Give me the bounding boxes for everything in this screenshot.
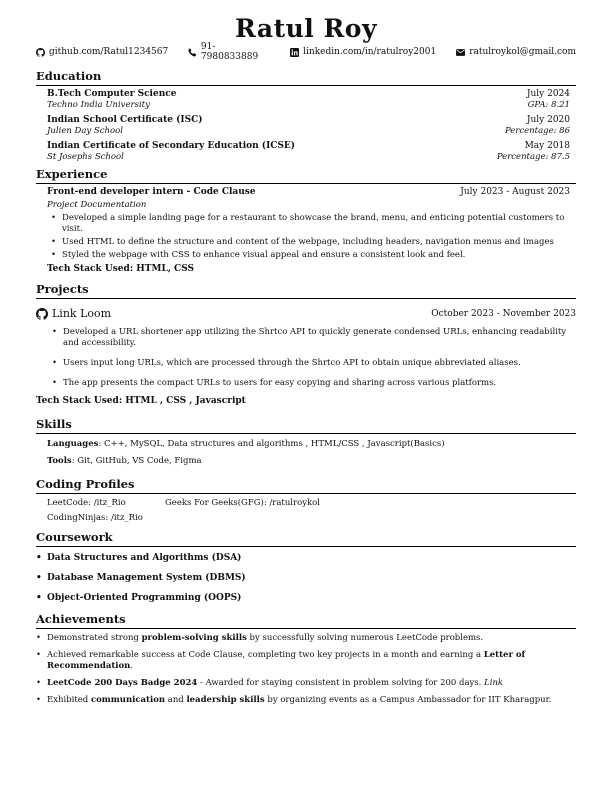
skills-title: Skills (36, 417, 576, 434)
coursework-title: Coursework (36, 530, 576, 547)
achievements-title: Achievements (36, 612, 576, 629)
project-date: October 2023 - November 2023 (431, 309, 576, 319)
exp-tech-stack: Tech Stack Used: HTML, CSS (47, 264, 194, 274)
education-item (36, 89, 576, 111)
degree: B.Tech Computer Science (47, 89, 177, 99)
github-icon (36, 308, 48, 320)
skills-languages (36, 439, 576, 450)
badge-link[interactable]: Link (484, 678, 504, 688)
experience-bullets (36, 213, 576, 261)
edu-score: GPA: 8.21 (527, 100, 570, 110)
contact-bar (36, 42, 576, 62)
contact-phone[interactable] (188, 42, 270, 62)
linkedin-icon (290, 48, 299, 57)
education-item (36, 115, 576, 137)
a4-post: by organizing events as a Campus Ambassador for IIT Kharagpur. (264, 695, 552, 705)
list-item: • Data Structures and Algorithms (DSA) (36, 553, 576, 564)
a2-post: . (130, 661, 134, 671)
education-section (36, 69, 576, 163)
contact-linkedin[interactable] (290, 47, 436, 57)
skills-tools (36, 456, 576, 467)
list-item: • Database Management System (DBMS) (36, 573, 576, 584)
list-item: • The app presents the compact URLs to users for easy copying and sharing across various platforms. (36, 378, 576, 389)
exp-date: July 2023 - August 2023 (460, 187, 570, 197)
list-item (36, 650, 576, 672)
project-title[interactable] (36, 307, 111, 321)
github-text: github.com/Ratul1234567 (49, 47, 169, 57)
coursework-list (36, 553, 576, 604)
project-bullets (36, 327, 576, 389)
contact-email[interactable] (456, 47, 576, 57)
a1-bold: problem-solving skills (141, 633, 247, 643)
linkedin-text: linkedin.com/in/ratulroy2001 (303, 47, 437, 57)
education-item (36, 141, 576, 163)
coursework-section (36, 530, 576, 604)
experience-section (36, 167, 576, 275)
experience-title: Experience (36, 167, 576, 184)
edu-score: Percentage: 86 (504, 126, 570, 136)
resume-page (36, 14, 576, 712)
phone-text: 91-7980833889 (200, 42, 259, 62)
list-item: • Users input long URLs, which are processed through the Shrtco API to obtain unique abbreviated aliases. (36, 358, 576, 369)
phone-icon (188, 48, 197, 57)
project-name: Link Loom (52, 307, 112, 320)
a1-pre: Demonstrated strong (47, 633, 142, 643)
list-item (36, 695, 576, 706)
list-item: • Used HTML to define the structure and content of the webpage, including headers, navigation menus and images (36, 237, 576, 248)
a4-bold1: communication (90, 695, 166, 705)
list-item (36, 633, 576, 644)
candidate-name: Ratul Roy (235, 14, 377, 43)
a4-mid: and (165, 695, 187, 705)
achievements-list (36, 633, 576, 706)
languages-value: : C++, MySQL, Data structures and algorithms , HTML/CSS , Javascript(Basics) (98, 439, 445, 449)
languages-label: Languages (47, 439, 99, 449)
a3-bold: LeetCode 200 Days Badge 2024 (47, 678, 198, 688)
list-item: • Developed a simple landing page for a restaurant to showcase the brand, menu, and enticing potential customers to visit. (36, 213, 576, 235)
achievements-section (36, 612, 576, 706)
exp-sub: Project Documentation (47, 200, 147, 210)
school: Julien Day School (47, 126, 123, 136)
a3-post: - Awarded for staying consistent in problem solving for 200 days. (197, 678, 485, 688)
edu-date: July 2020 (526, 115, 570, 125)
gfg-profile[interactable]: Geeks For Geeks(GFG): /ratulroykol (165, 498, 320, 508)
a1-post: by successfully solving numerous LeetCode problems. (246, 633, 484, 643)
projects-title: Projects (36, 282, 576, 299)
skills-section (36, 417, 576, 467)
list-item (36, 678, 576, 689)
github-icon (36, 48, 45, 57)
list-item: • Object-Oriented Programming (OOPS) (36, 593, 576, 604)
coding-profiles-section (36, 477, 576, 524)
edu-date: May 2018 (524, 141, 570, 151)
a2-bold: Letter of Recommendation (47, 650, 526, 671)
a2-pre: Achieved remarkable success at Code Clause, completing two key projects in a month and earning a (47, 650, 484, 660)
tools-label: Tools (47, 456, 72, 466)
leetcode-profile[interactable]: LeetCode: /itz_Rio (47, 498, 126, 508)
degree: Indian School Certificate (ISC) (47, 115, 203, 125)
education-title: Education (36, 69, 576, 86)
school: St Josephs School (47, 152, 124, 162)
a4-pre: Exhibited (47, 695, 91, 705)
contact-github[interactable] (36, 47, 168, 57)
role: Front-end developer intern - Code Clause (47, 187, 256, 197)
list-item: • Styled the webpage with CSS to enhance visual appeal and ensure a consistent look and feel. (36, 250, 576, 261)
tools-value: : Git, GitHub, VS Code, Figma (71, 456, 202, 466)
project-tech-stack: Tech Stack Used: HTML , CSS , Javascript (36, 396, 246, 406)
edu-score: Percentage: 87.5 (496, 152, 570, 162)
email-text: ratulroykol@gmail.com (469, 47, 576, 57)
school: Techno India University (47, 100, 150, 110)
email-icon (456, 48, 465, 57)
list-item: • Developed a URL shortener app utilizing the Shrtco API to quickly generate condensed URLs, enhancing readability and accessibility. (36, 327, 576, 349)
codingninjas-profile[interactable]: CodingNinjas: /itz_Rio (47, 513, 143, 523)
coding-profiles-title: Coding Profiles (36, 477, 576, 494)
a4-bold2: leadership skills (186, 695, 265, 705)
edu-date: July 2024 (526, 89, 570, 99)
projects-section (36, 282, 576, 407)
degree: Indian Certificate of Secondary Education (ICSE) (47, 141, 296, 151)
